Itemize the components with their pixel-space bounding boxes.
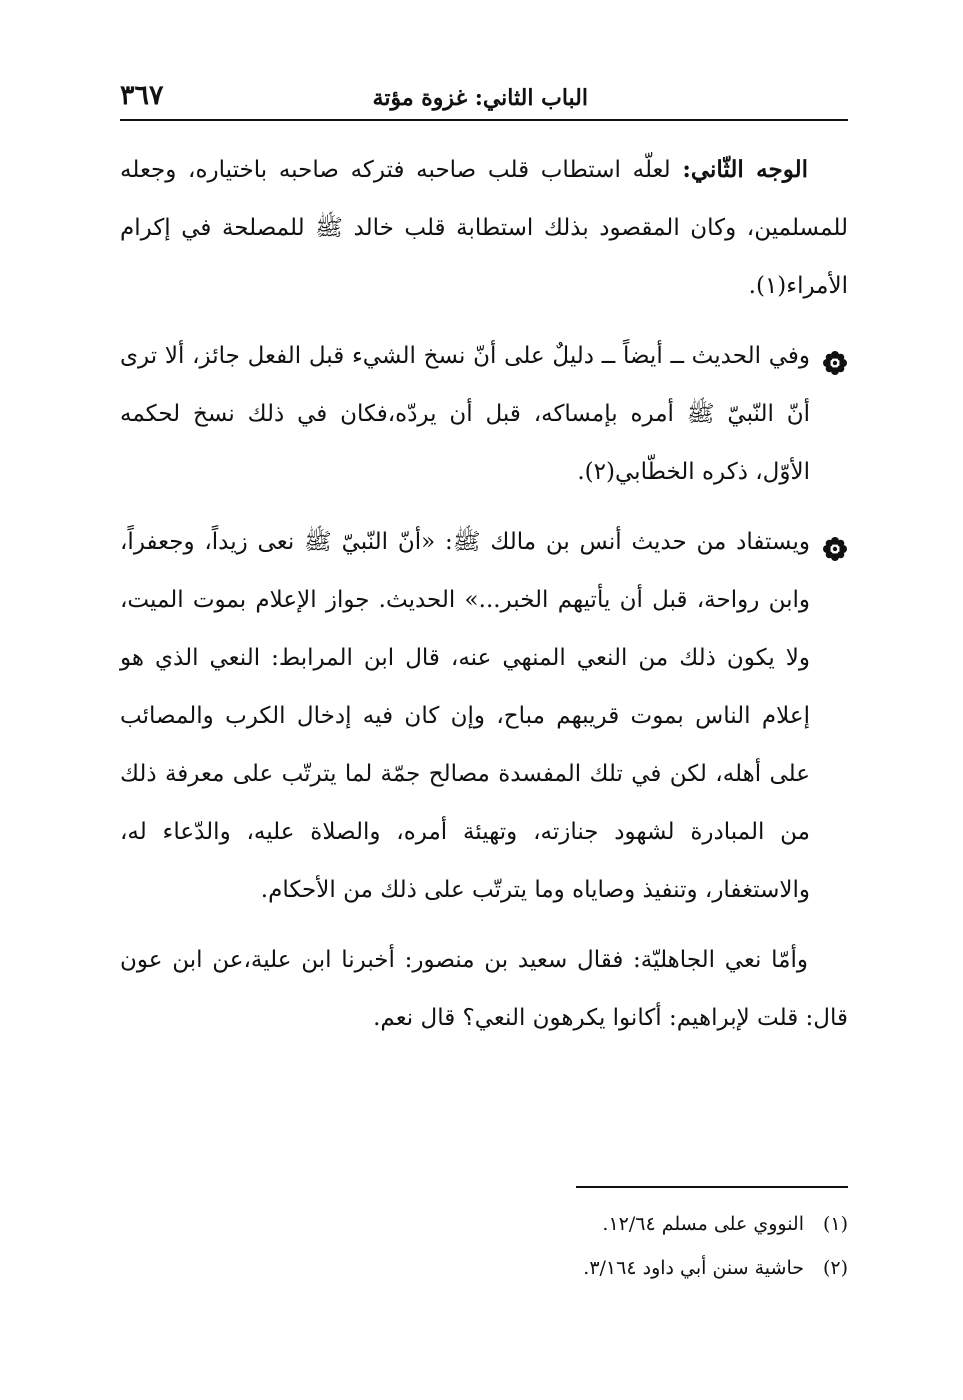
page-number: ٣٦٧	[120, 80, 164, 111]
flower-ornament-icon	[818, 340, 848, 398]
paragraph-lead: الوجه الثّاني:	[682, 156, 808, 183]
footnote-divider	[576, 1186, 848, 1188]
footnote-text: النووي على مسلم ١٢/٦٤.	[602, 1213, 804, 1235]
paragraph-text: وأمّا نعي الجاهليّة: فقال سعيد بن منصور: أخبرنا ابن علية،عن ابن عون قال: قلت لإبراهيم: أكانوا يكرهون النعي؟ قال نعم.	[120, 947, 848, 1031]
paragraph-jahiliyya	[120, 931, 848, 1047]
footnote-text: حاشية سنن أبي داود ٣/١٦٤.	[583, 1257, 804, 1279]
paragraph-announcing-death	[120, 513, 848, 919]
footnote-number: (١)	[822, 1213, 848, 1235]
running-title: الباب الثاني: غزوة مؤتة	[372, 85, 588, 111]
footnotes-section	[120, 1186, 848, 1290]
footnote-item	[120, 1202, 848, 1246]
book-page	[120, 80, 848, 1059]
footnote-item	[120, 1246, 848, 1290]
footnote-number: (٢)	[822, 1257, 848, 1279]
paragraph-text: لعلّه استطاب قلب صاحبه فتركه صاحبه باختياره، وجعله للمسلمين، وكان المقصود بذلك استطابة قلب خالد ﷺ للمصلحة في إكرام الأمراء(١).	[120, 157, 848, 299]
paragraph-text: وفي الحديث ــ أيضاً ــ دليلٌ على أنّ نسخ الشيء قبل الفعل جائز، ألا ترى أنّ النّبيّ ﷺ أمره بإمساكه، قبل أن يردّه،فكان في ذلك نسخ لحكمه الأوّل، ذكره الخطّابي(٢).	[120, 343, 810, 485]
footnote-list	[120, 1202, 848, 1290]
paragraph-second-aspect	[120, 141, 848, 315]
page-body	[120, 141, 848, 1047]
flower-ornament-icon	[818, 526, 848, 584]
paragraph-abrogation	[120, 327, 848, 501]
page-header	[120, 80, 848, 121]
paragraph-text: ويستفاد من حديث أنس بن مالك ﷺ: «أنّ النّبيّ ﷺ نعى زيداً، وجعفراً، وابن رواحة، قبل أن يأتيهم الخبر...» الحديث. جواز الإعلام بموت الميت، ولا يكون ذلك من النعي المنهي عنه، قال ابن المرابط: النعي الذي هو إعلام الناس بموت قريبهم مباح، وإن كان فيه إدخال الكرب والمصائب على أهله، لكن في تلك المفسدة مصالح جمّة لما يترتّب على معرفة ذلك من المبادرة لشهود جنازته، وتهيئة أمره، والصلاة عليه، والدّعاء له، والاستغفار، وتنفيذ وصاياه وما يترتّب على ذلك من الأحكام.	[120, 529, 810, 903]
